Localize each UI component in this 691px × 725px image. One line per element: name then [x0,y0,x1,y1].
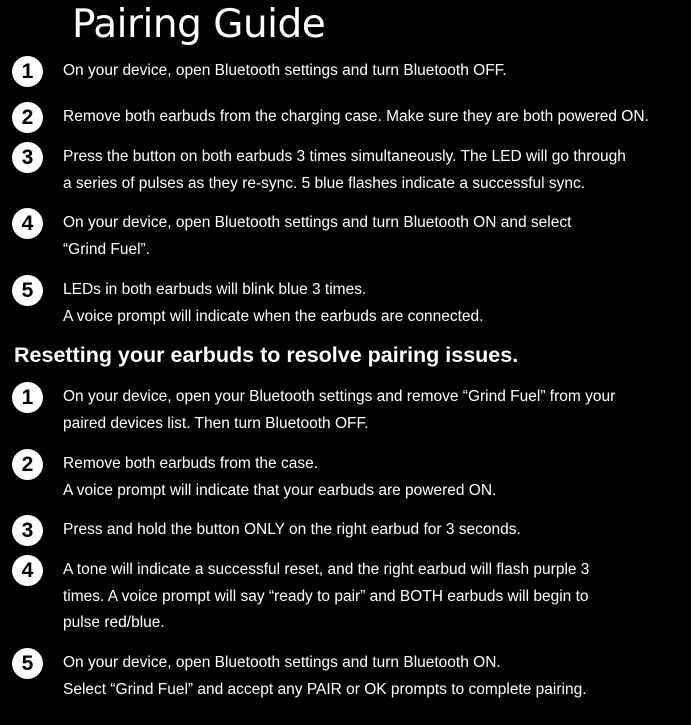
step-number-badge: 2 [12,102,43,133]
step-number-badge: 5 [12,275,43,306]
step-text: Remove both earbuds from the case. A voice prompt will indicate that your earbuds are powered ON. [63,455,497,499]
step-number-badge: 1 [12,56,43,87]
step-text: LEDs in both earbuds will blink blue 3 times. A voice prompt will indicate when the earbuds are connected. [63,281,484,325]
step-text: On your device, open Bluetooth settings and turn Bluetooth OFF. [63,62,507,79]
step-text: On your device, open Bluetooth settings and turn Bluetooth ON and select “Grind Fuel”. [63,214,572,258]
page-title: Pairing Guide [72,2,326,47]
step-number-badge: 3 [12,515,43,546]
step-text: On your device, open your Bluetooth settings and remove “Grind Fuel” from your paired devices list. Then turn Bluetooth OFF. [63,388,616,432]
step-number-badge: 5 [12,648,43,679]
step-number-badge: 2 [12,449,43,480]
step-number-badge: 4 [12,555,43,586]
step-text: Press the button on both earbuds 3 times simultaneously. The LED will go through a series of pulses as they re-sync. 5 blue flashes indicate a successful sync. [63,148,626,192]
reset-heading: Resetting your earbuds to resolve pairing issues. [14,343,519,367]
step-text: Remove both earbuds from the charging case. Make sure they are both powered ON. [63,108,649,125]
step-text: A tone will indicate a successful reset, and the right earbud will flash purple 3 times. A voice prompt will say “ready to pair” and BOTH earbuds will begin to pulse red/blue. [63,561,590,631]
step-text: On your device, open Bluetooth settings and turn Bluetooth ON. Select “Grind Fuel” and accept any PAIR or OK prompts to complete pairing. [63,654,587,698]
step-number-badge: 4 [12,208,43,239]
step-number-badge: 1 [12,382,43,413]
step-text: Press and hold the button ONLY on the right earbud for 3 seconds. [63,521,521,538]
step-number-badge: 3 [12,142,43,173]
